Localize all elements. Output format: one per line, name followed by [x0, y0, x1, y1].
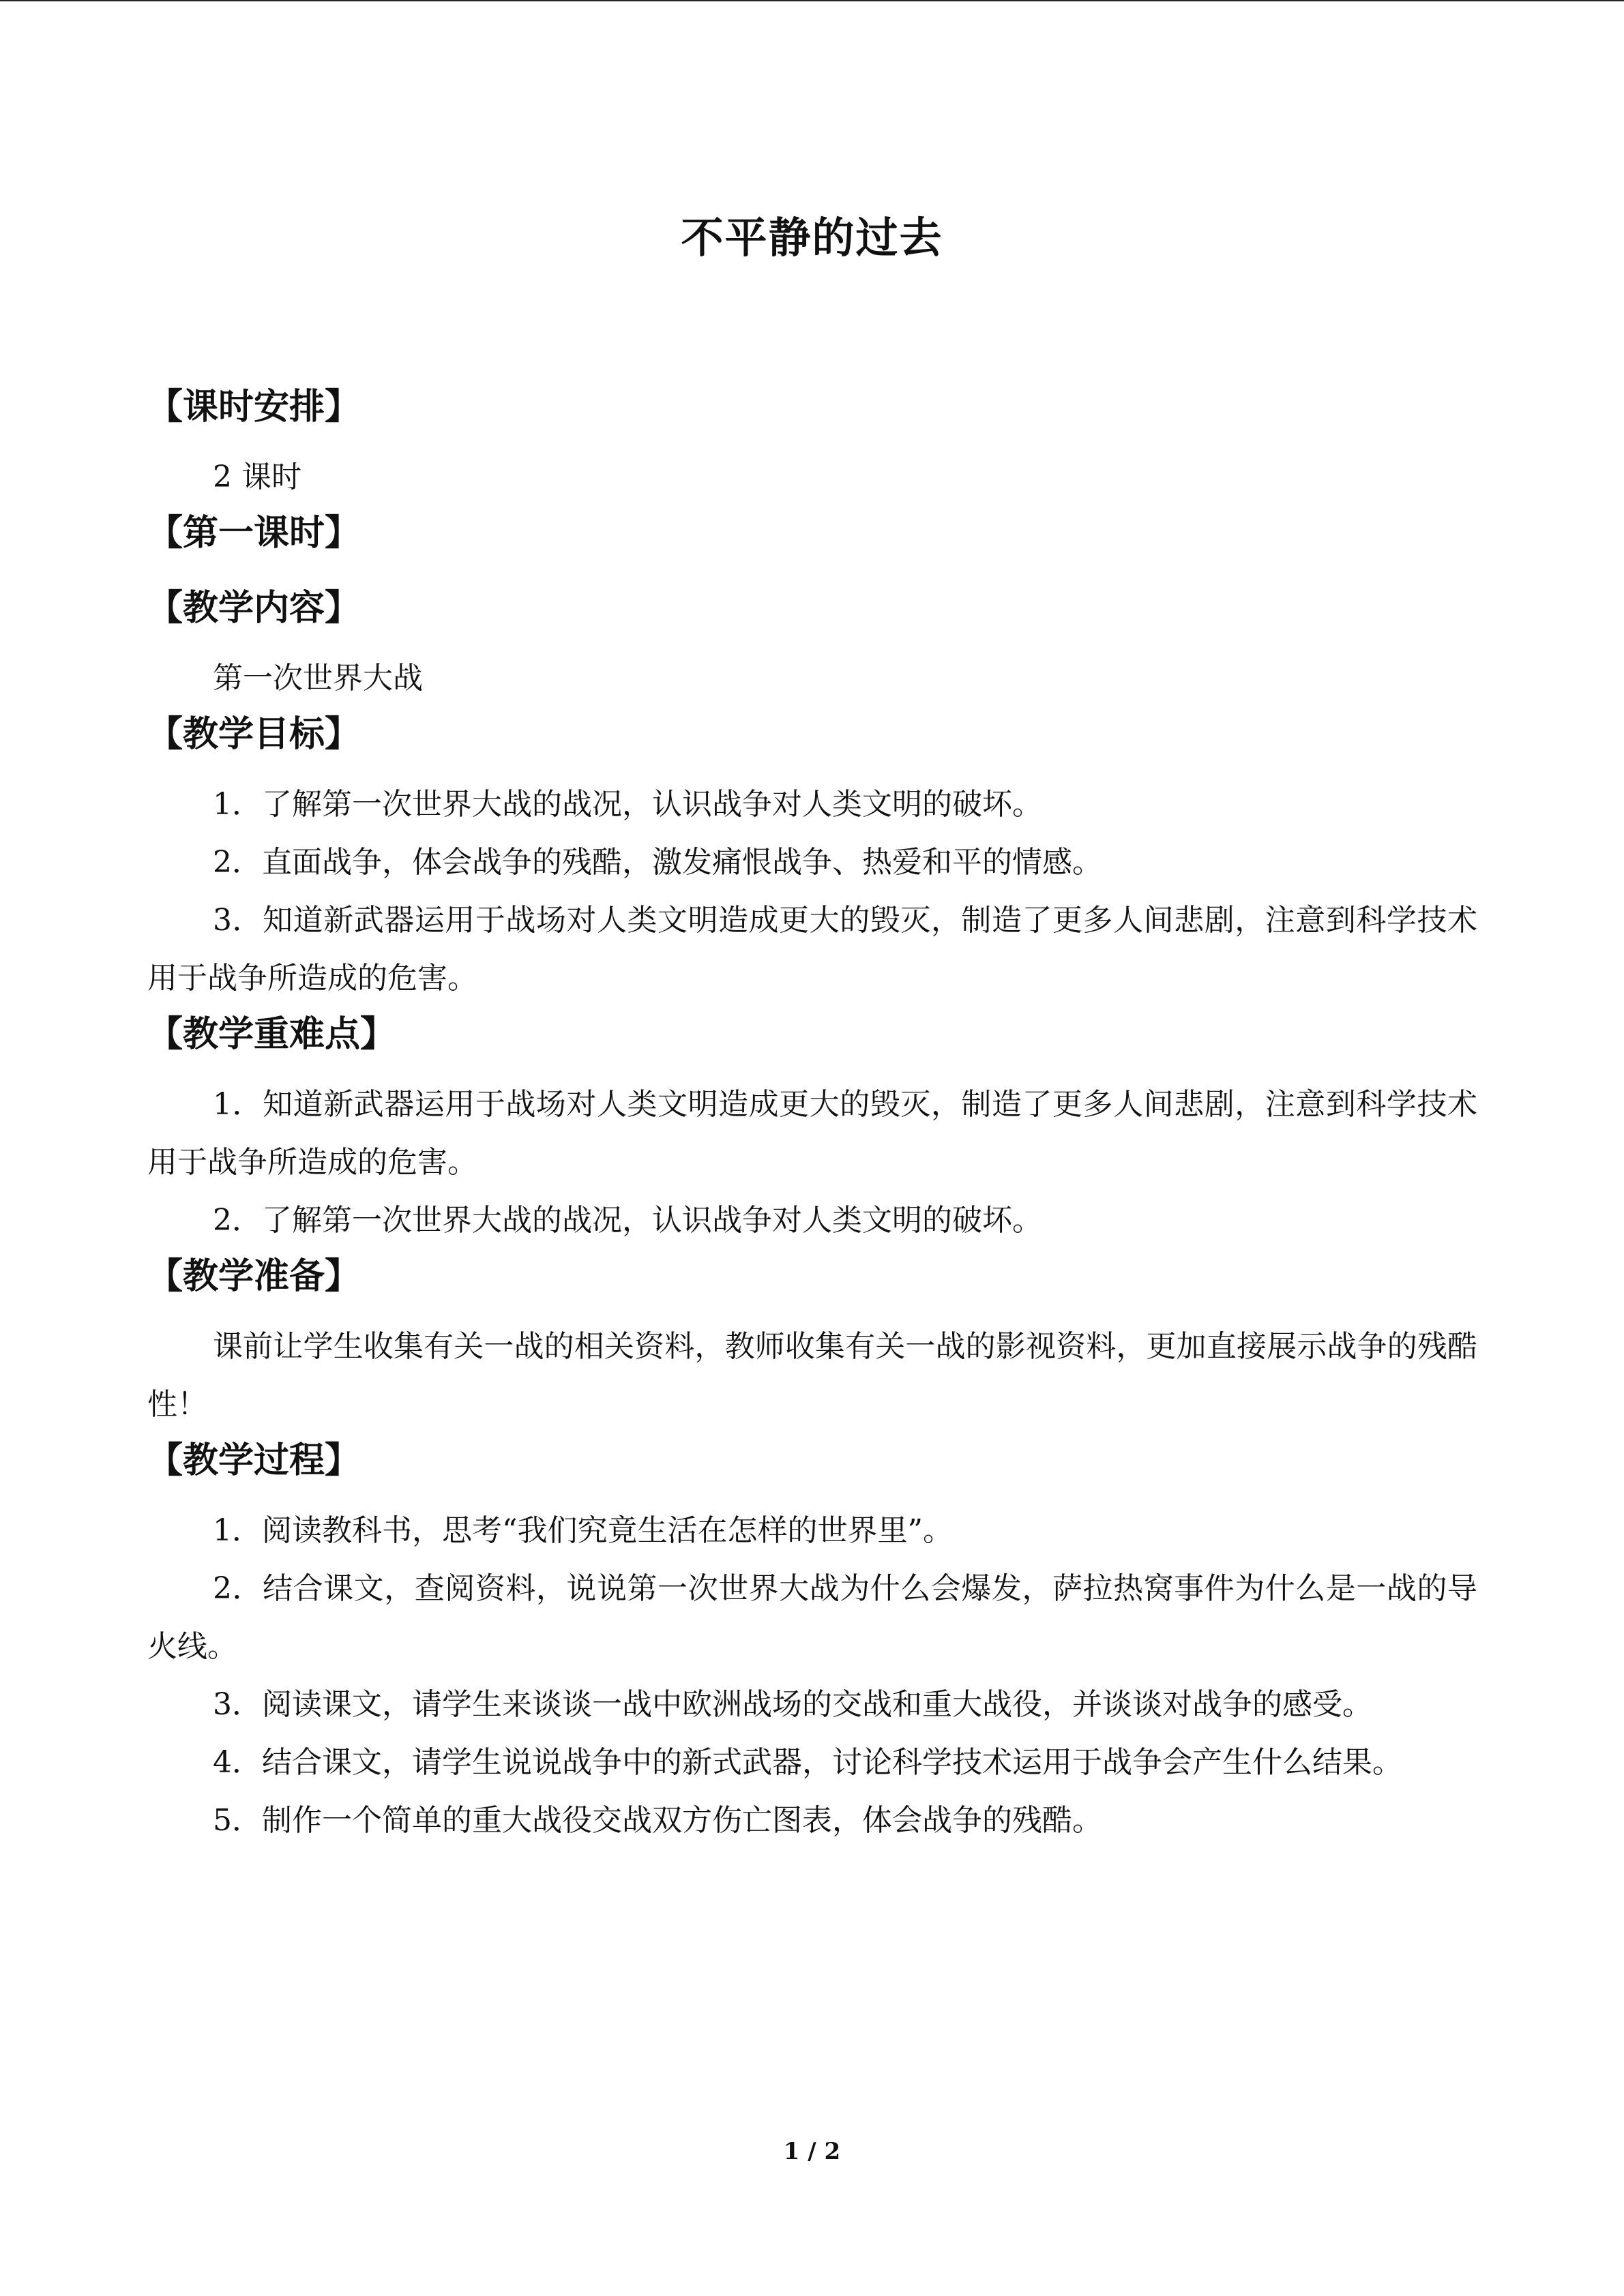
document-body — [147, 380, 1477, 1849]
objective-item: 3．知道新武器运用于战场对人类文明造成更大的毁灭，制造了更多人间悲剧，注意到科学技术用于战争所造成的危害。 — [147, 903, 1477, 996]
key-point-item: 2．了解第一次世界大战的战况，认识战争对人类文明的破坏。 — [213, 1203, 1042, 1238]
section-heading-key-points: 【教学重难点】 — [147, 1014, 396, 1055]
section-heading-objectives: 【教学目标】 — [147, 714, 361, 755]
page-number: 1 / 2 — [783, 2138, 841, 2165]
process-step: 4．结合课文，请学生说说战争中的新式武器，讨论科学技术运用于战争会产生什么结果。 — [213, 1745, 1402, 1780]
section-heading-content: 【教学内容】 — [147, 588, 361, 629]
process-step: 1．阅读教科书，思考“我们究竟生活在怎样的世界里”。 — [213, 1513, 953, 1548]
section-heading-first-lesson: 【第一课时】 — [147, 513, 361, 554]
schedule-text: 2 课时 — [213, 460, 301, 494]
section-heading-preparation: 【教学准备】 — [147, 1256, 361, 1297]
content-text: 第一次世界大战 — [213, 661, 423, 696]
process-step: 5．制作一个简单的重大战役交战双方伤亡图表，体会战争的残酷。 — [213, 1803, 1102, 1838]
key-point-item: 1．知道新武器运用于战场对人类文明造成更大的毁灭，制造了更多人间悲剧，注意到科学技术用于战争所造成的危害。 — [147, 1087, 1477, 1180]
preparation-text: 课前让学生收集有关一战的相关资料，教师收集有关一战的影视资料，更加直接展示战争的残酷性！ — [147, 1329, 1477, 1422]
objective-item: 1．了解第一次世界大战的战况，认识战争对人类文明的破坏。 — [213, 787, 1042, 822]
document-title: 不平静的过去 — [681, 213, 943, 263]
process-step: 3．阅读课文，请学生来谈谈一战中欧洲战场的交战和重大战役，并谈谈对战争的感受。 — [213, 1687, 1372, 1722]
section-heading-schedule: 【课时安排】 — [147, 387, 361, 428]
process-step: 2．结合课文，查阅资料，说说第一次世界大战为什么会爆发，萨拉热窝事件为什么是一战的导火线。 — [147, 1571, 1477, 1664]
objective-item: 2．直面战争，体会战争的残酷，激发痛恨战争、热爱和平的情感。 — [213, 845, 1102, 880]
section-heading-process: 【教学过程】 — [147, 1440, 361, 1481]
